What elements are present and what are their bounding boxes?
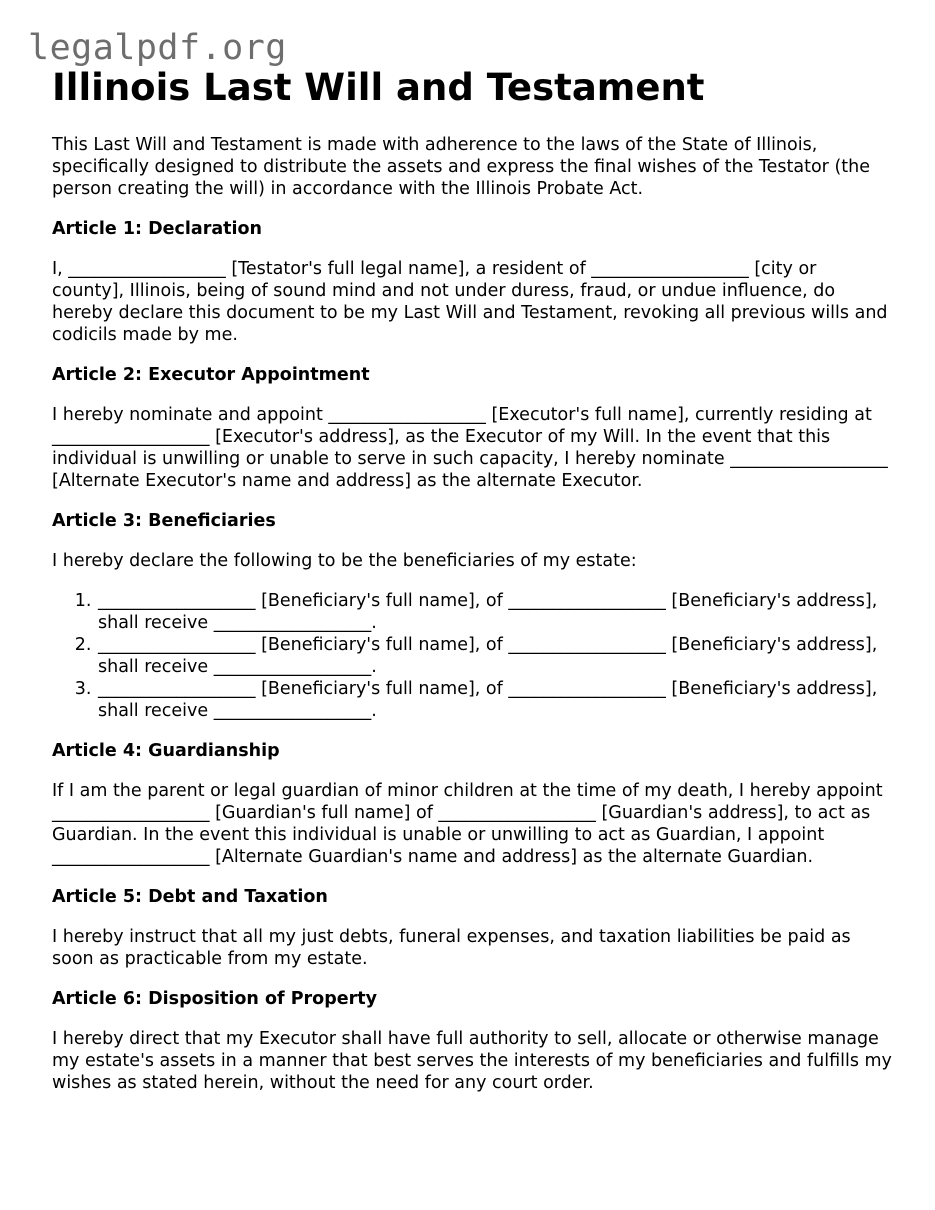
article-3-text: I hereby declare the following to be the beneficiaries of my estate: — [52, 551, 637, 571]
article-2-heading: Article 2: Executor Appointment — [52, 365, 370, 385]
article-1-text: I, __________________ [Testator's full legal name], a resident of __________________ [city or county], Illinois, being of sound mind and not under duress, fraud, or undue influence, do hereby declare this document to be my Last Will and Testament, revoking all previous wills and codicils made by me. — [52, 259, 888, 345]
article-6-heading: Article 6: Disposition of Property — [52, 989, 377, 1009]
article-5-text: I hereby instruct that all my just debts, funeral expenses, and taxation liabilities be paid as soon as practicable from my estate. — [52, 927, 851, 969]
document — [52, 66, 892, 1094]
article-5-heading: Article 5: Debt and Taxation — [52, 887, 328, 907]
article-1-heading: Article 1: Declaration — [52, 219, 262, 239]
beneficiary-item: 3. __________________ [Beneficiary's full name], of __________________ [Beneficiary's address], shall receive __________________. — [97, 678, 892, 722]
document-title: Illinois Last Will and Testament — [52, 66, 705, 109]
watermark: legalpdf.org — [28, 28, 287, 68]
beneficiary-item: 1. __________________ [Beneficiary's full name], of __________________ [Beneficiary's address], shall receive __________________. — [97, 590, 892, 634]
article-2-text: I hereby nominate and appoint __________________ [Executor's full name], currently residing at __________________ [Executor's address], as the Executor of my Will. In the event that this individual is unwilling or unable to serve in such capacity, I hereby nominate __________________ [Alternate Executor's name and address] as the alternate Executor. — [52, 405, 888, 491]
article-3-heading: Article 3: Beneficiaries — [52, 511, 276, 531]
article-6-text: I hereby direct that my Executor shall have full authority to sell, allocate or otherwise manage my estate's assets in a manner that best serves the interests of my beneficiaries and fulfills my wishes as stated herein, without the need for any court order. — [52, 1029, 892, 1093]
article-4-heading: Article 4: Guardianship — [52, 741, 280, 761]
intro-paragraph: This Last Will and Testament is made with adherence to the laws of the State of Illinois, specifically designed to distribute the assets and express the final wishes of the Testator (the person creating the will) in accordance with the Illinois Probate Act. — [52, 135, 870, 199]
beneficiary-list — [52, 590, 892, 722]
article-4-text: If I am the parent or legal guardian of minor children at the time of my death, I hereby appoint __________________ [Guardian's full name] of __________________ [Guardian's address], to act as Guardian. In the event this individual is unable or unwilling to act as Guardian, I appoint __________________ [Alternate Guardian's name and address] as the alternate Guardian. — [52, 781, 883, 867]
beneficiary-item: 2. __________________ [Beneficiary's full name], of __________________ [Beneficiary's address], shall receive __________________. — [97, 634, 892, 678]
